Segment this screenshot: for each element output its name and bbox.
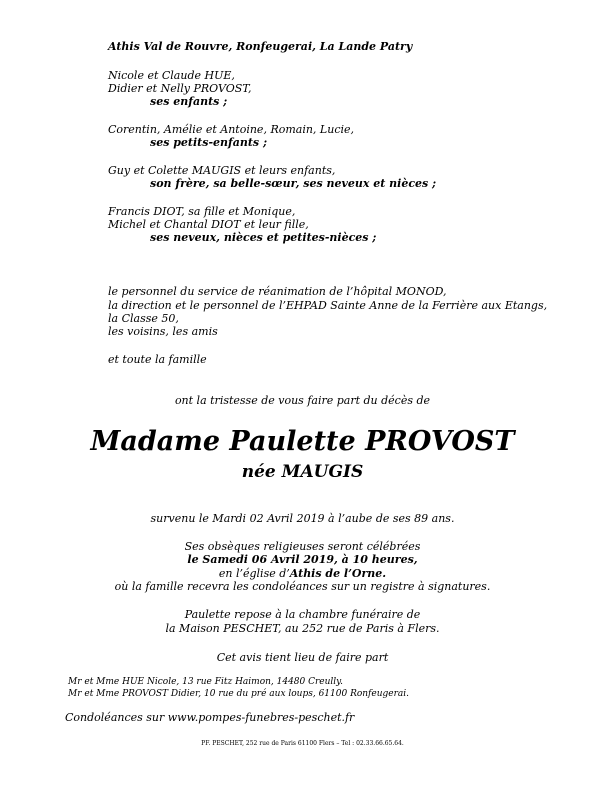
address-line-2: Mr et Mme PROVOST Didier, 10 rue du pré aux loups, 61100 Ronfeugerai.	[68, 689, 410, 699]
footer: PF. PESCHET, 252 rue de Paris 61100 Flers – Tel : 02.33.66.65.64.	[201, 740, 404, 747]
others-line-1: le personnel du service de réanimation de l’hôpital MONOD,	[108, 285, 447, 298]
address-line-1: Mr et Mme HUE Nicole, 13 rue Fitz Haimon, 14480 Creully.	[68, 677, 343, 687]
nephews-line-2: Michel et Chantal DIOT et leur fille,	[108, 218, 309, 231]
funeral-date: le Samedi 06 Avril 2019, à 10 heures,	[187, 553, 418, 566]
church-prefix: en l’église d’	[218, 567, 290, 580]
whole-family: et toute la famille	[108, 353, 207, 366]
funeral-church-line	[0, 567, 605, 580]
grandchildren-role: ses petits-enfants ;	[150, 136, 268, 149]
maiden-name: née MAUGIS	[241, 462, 364, 482]
nephews-line-1: Francis DIOT, sa fille et Monique,	[108, 205, 296, 218]
funeral-line-4: où la famille recevra les condoléances sur un registre à signatures.	[114, 580, 491, 593]
others-line-4: les voisins, les amis	[108, 325, 218, 338]
notice: Cet avis tient lieu de faire part	[216, 651, 389, 664]
brother-line: Guy et Colette MAUGIS et leurs enfants,	[108, 164, 336, 177]
grandchildren-line: Corentin, Amélie et Antoine, Romain, Lucie,	[108, 123, 355, 136]
death-info: survenu le Mardi 02 Avril 2019 à l’aube de ses 89 ans.	[150, 512, 455, 525]
condolences-line: Condoléances sur www.pompes-funebres-peschet.fr	[65, 711, 355, 724]
rest-line-2: la Maison PESCHET, au 252 rue de Paris à Flers.	[165, 622, 440, 635]
others-line-2: la direction et le personnel de l’EHPAD Sainte Anne de la Ferrière aux Etangs,	[108, 299, 548, 312]
deceased-name: Madame Paulette PROVOST	[90, 426, 515, 457]
church-name: Athis de l’Orne.	[289, 567, 387, 580]
rest-line-1: Paulette repose à la chambre funéraire de	[184, 608, 421, 621]
children-role: ses enfants ;	[150, 95, 228, 108]
announcement: ont la tristesse de vous faire part du décès de	[174, 394, 431, 407]
brother-role: son frère, sa belle-sœur, ses neveux et nièces ;	[150, 177, 437, 190]
children-line-1: Nicole et Claude HUE,	[108, 69, 235, 82]
nephews-role: ses neveux, nièces et petites-nièces ;	[150, 231, 377, 244]
children-line-2: Didier et Nelly PROVOST,	[108, 82, 252, 95]
funeral-line-1: Ses obsèques religieuses seront célébrées	[184, 540, 421, 553]
communes-heading: Athis Val de Rouvre, Ronfeugerai, La Lande Patry	[108, 40, 413, 53]
others-line-3: la Classe 50,	[108, 312, 179, 325]
